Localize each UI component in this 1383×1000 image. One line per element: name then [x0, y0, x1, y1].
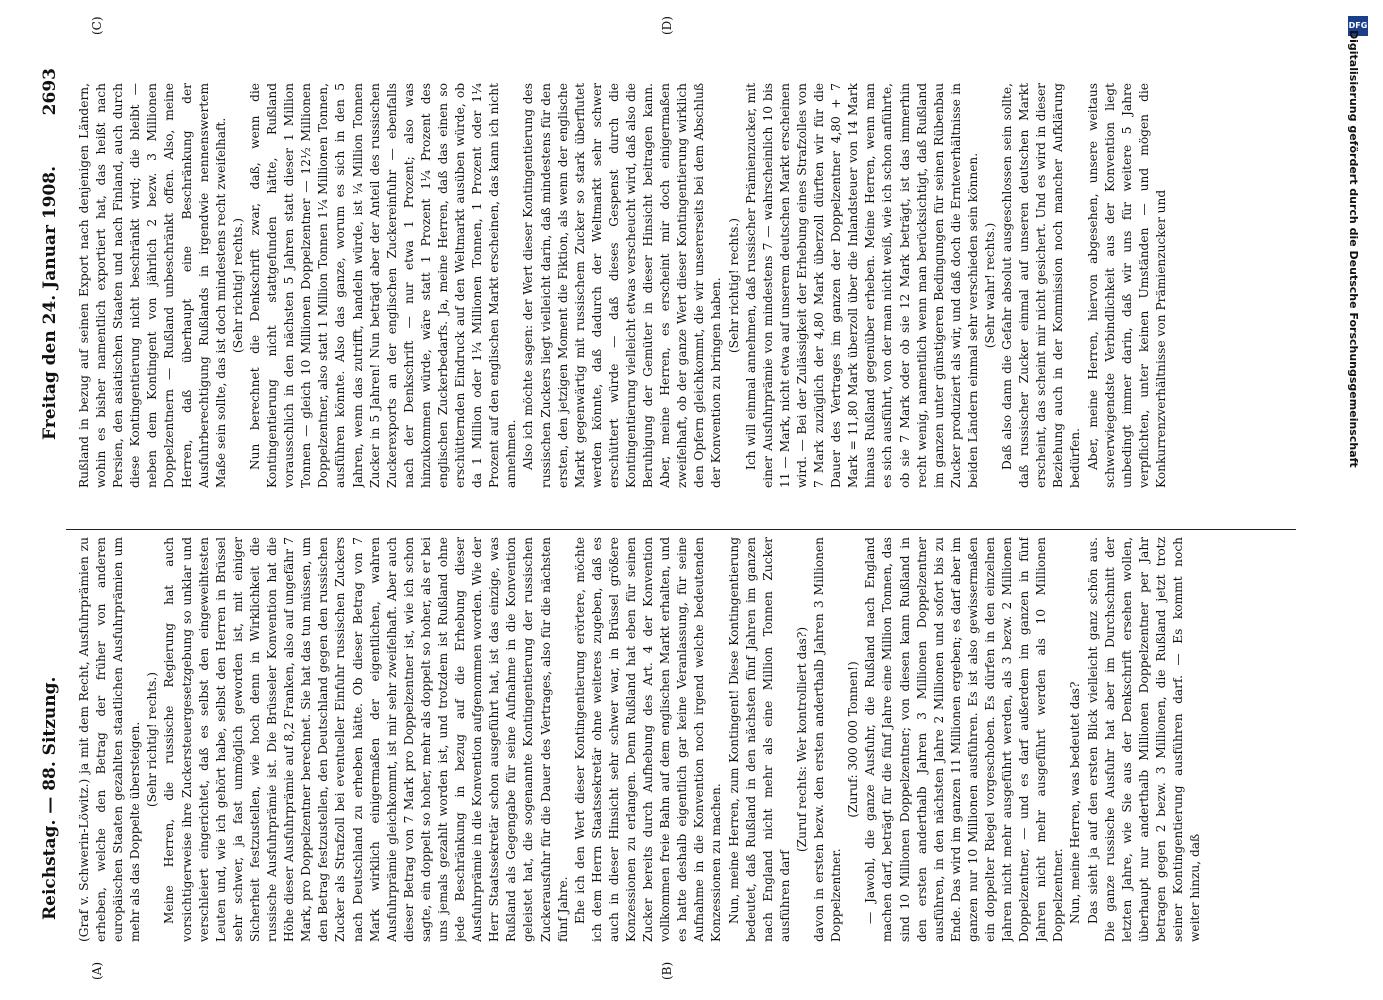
interjection: (Sehr wahr! rechts.) [982, 222, 997, 349]
paragraph: Also ich möchte sagen: der Wert dieser Kontingentierung des russischen Zuckers liegt vielleicht darin, daß mindestens für den ersten, den jetzigen Moment die Fiktion, als wenn der englische Markt gegenwärtig mit russischem Zucker so stark überflutet werden könnte, daß dadurch der Weltmarkt sehr schwer erschüttert würde — daß dieses Gespenst durch die Kontingentierung vielleicht etwas verscheucht wird, daß also die Beruhigung der Gemüter in dieser Hinsicht beitragen kann. Aber, meine Herren, es erscheint mir doch einigermaßen zweifelhaft, ob der ganze Wert dieser Kontingentierung wirklich den Opfern gleichkommt, die wir unsererseits bei dem Abschluß der Konvention zu bringen haben. [521, 83, 724, 488]
page-header [40, 40, 66, 960]
column-divider [66, 529, 1296, 530]
paragraph: Meine Herren, die russische Regierung hat auch vorsichtigerweise ihre Zuckersteuergesetzgebung so unklar und verschleiert eingerichtet, daß es selbst den eingeweihtesten Leuten und, wie ich gehört habe, selbst den Herren in Brüssel sehr schwer, ja fast unmöglich geworden ist, mit einiger Sicherheit festzustellen, wie hoch denn in Wirklichkeit die russische Ausfuhrprämie ist. Die Brüsseler Konvention hat die Höhe dieser Ausfuhrprämie auf 8,2 Franken, also auf ungefähr 7 Mark, pro Doppelzentner berechnet. Sie hat das tun müssen, um den Betrag festzustellen, den Deutschland gegen den russischen Zucker als Strafzoll bei eventueller Einfuhr russischen Zuckers nach Deutschland zu erheben hätte. Ob dieser Betrag von 7 Mark wirklich einigermaßen der eigentlichen, wahren Ausfuhrprämie gleichkommt, ist mir sehr zweifelhaft. Aber auch dieser Betrag von 7 Mark pro Doppelzentner ist, wie ich schon sagte, ein doppelt so hoher, mehr als doppelt so hoher, als er bei uns jemals gezahlt worden ist, und trotzdem ist Rußland ohne jede Beschränkung in bezug auf die Erhebung dieser Ausfuhrprämie in die Konvention aufgenommen worden. Wie der Herr Staatssekretär schon ausgeführt hat, ist das einzige, was Rußland als Gegengabe für seine Aufnahme in die Konvention geleistet hat, die sogenannte Kontingentierung der russischen Zuckerausfuhr für die Dauer des Vertrages, also für die nächsten fünf Jahre. [162, 537, 570, 942]
paragraph: Rußland in bezug auf seinen Export nach denjenigen Ländern, wohin es bisher namentlich exportiert hat, das heißt nach Persien, den asiatischen Staaten und nach Finland, auch durch diese Kontingentierung nicht beschränkt wird; die bleibt — neben dem Kontingent von jährlich 2 bezw. 3 Millionen Doppelzentnern — Rußland unbeschränkt offen. Also, meine Herren, daß überhaupt eine Beschränkung der Ausfuhrberechtigung Rußlands in irgendwie nennenswertem Maße sein sollte, das ist doch mindestens recht zweifelhaft. [77, 83, 228, 488]
margin-marker-d: (D) [660, 16, 674, 35]
paragraph: Nun, meine Herren, was bedeutet das? [1068, 681, 1083, 924]
paragraph: Nun, meine Herren, zum Kontingent! Diese Kontingentierung bedeutet, daß Rußland in den nächsten fünf Jahren im ganzen nach England nicht mehr als eine Million Tonnen Zucker ausführen darf [726, 537, 792, 942]
margin-marker-a: (A) [90, 961, 104, 980]
paragraph: Das sieht ja auf den ersten Blick vielleicht ganz schön aus. Die ganze russische Ausfuhr hat aber im Durchschnitt der letzten Jahre, wie Sie aus der Denkschrift ersehen wollen, überhaupt nur anderthalb Millionen Doppelzentner per Jahr betragen gegen 2 bezw. 3 Millionen, die Rußland jetzt trotz seiner Kontingentierung ausführen darf. — Es kommt noch weiter hinzu, daß [1085, 537, 1203, 942]
header-session: Reichstag. — 88. Sitzung. [40, 676, 60, 920]
interjection: (Sehr richtig! rechts.) [230, 217, 245, 354]
right-column [76, 83, 1296, 488]
margin-marker-b: (B) [660, 961, 674, 980]
paragraph: Daß also dann die Gefahr absolut ausgeschlossen sein sollte, daß russischer Zucker einmal auf unseren deutschen Markt erscheint, das scheint mir nicht gesichert. Und es wird in dieser Beziehung auch in der Kommission noch mancher Aufklärung bedürfen. [1000, 83, 1083, 488]
paragraph: — Jawohl, die ganze Ausfuhr, die Rußland nach England machen darf, beträgt für die fünf Jahre eine Million Tonnen, das sind 10 Millionen Doppelzentner; von diesen kann Rußland in den ersten anderthalb Jahren 3 Millionen Doppelzentner ausführen, in den nächsten Jahre 2 Millionen und sofort bis zu Ende. Das wird im ganzen 11 Millionen ergeben; es darf aber im ganzen nur 10 Millionen ausführen. Es ist also gewissermaßen ein doppelter Riegel vorgeschoben. Es dürfen in den einzelnen Jahren nicht mehr ausgeführt werden, als 3 bezw. 2 Millionen Doppelzentner, — und es darf außerdem im ganzen in fünf Jahren nicht mehr ausgeführt werden als 10 Millionen Doppelzentner. [863, 537, 1066, 942]
margin-marker-c: (C) [90, 16, 104, 35]
paragraph: Ehe ich den Wert dieser Kontingentierung erörtere, möchte ich dem Herrn Staatssekretär ohne weiteres zugeben, daß es auch in dieser Hinsicht sehr schwer war, in Brüssel größere Konzessionen zu erlangen. Denn Rußland hat eben für seinen Zucker bereits durch Aufhebung des Art. 4 der Konvention vollkommen freie Bahn auf dem englischen Markt erhalten, und es hatte deshalb eigentlich gar keine Veranlassung, für seine Aufnahme in die Konvention noch irgend welche bedeutenden Konzessionen zu machen. [572, 537, 724, 942]
paragraph: (Graf v. Schwerin-Löwitz.) ja mit dem Recht, Ausfuhrprämien zu erheben, welche den Betrag der früher von anderen europäischen Staaten gezahlten staatlichen Ausfuhrprämien um mehr als das Doppelte übersteigen. [77, 537, 143, 942]
interjection: (Zuruf: 300 000 Tonnen!) [846, 661, 861, 818]
header-date: Freitag den 24. Januar 1908. [40, 165, 60, 440]
header-page-number: 2693 [40, 68, 60, 116]
paragraph: Nun berechnet die Denkschrift zwar, daß, wenn die Kontingentierung nicht stattgefunden hätte, Rußland vorausschlich in den nächsten 5 Jahren statt dieser 1 Million Tonnen — gleich 10 Millionen Doppelzentner — 12½ Millionen Doppelzentner, also statt 1 Million Tonnen 1¼ Millionen Tonnen, ausführen könnte. Also das ganze, worum es sich in den 5 Jahren, wenn das zutrifft, handeln würde, ist ¼ Million Tonnen Zucker in 5 Jahren! Nun beträgt aber der Anteil des russischen Zuckerexports an der englischen Zuckereinfuhr — ebenfalls nach der Denkschrift — nur etwa 1 Prozent; also was hinzukommen würde, wäre statt 1 Prozent 1¼ Prozent des englischen Zuckerbedarfs. Ja, meine Herren, daß das einen so erschütternden Eindruck auf den Weltmarkt ausüben würde, ob da 1 Million oder 1¼ Millionen Tonnen, 1 Prozent oder 1¼ Prozent auf den englischen Markt erscheinen, das kann ich nicht annehmen. [247, 83, 519, 488]
left-column [76, 537, 1296, 942]
digitization-sidenote [1340, 10, 1380, 990]
paragraph: Ich will einmal annehmen, daß russischer Prämienzucker, mit einer Ausfuhrprämie von mindestens 7 — wahrscheinlich 10 bis 11 — Mark, nicht etwa auf unserem deutschen Markt erscheinen wird. — Bei der Zulässigkeit der Erhebung eines Strafzolles von 7 Mark zuzüglich der 4,80 Mark überzoll dürften wir für die Dauer des Vertrages im ganzen der Doppelzentner 4,80 + 7 Mark = 11,80 Mark überzoll über die Inlandsteuer von 14 Mark hinaus Rußland gegenüber erheben. Meine Herren, wenn man es sich ausführt, von der man nicht weiß, wie ich schon anführte, ob sie 7 Mark oder ob sie 12 Mark beträgt, ist das immerhin recht wenig, namentlich wenn man berücksichtigt, daß Rußland im ganzen unter günstigeren Bedingungen für seinen Rübenbau Zucker produziert als wir, und daß doch die Ernteverhältnisse in beiden Ländern einmal sehr verschieden sein können. [743, 83, 980, 488]
dfg-logo: DFG [1348, 16, 1368, 36]
paragraph: Aber, meine Herren, hiervon abgesehen, unsere weitaus schwerwiegendste Verbindlichkeit aus der Konvention liegt unbedingt immer darin, daß wir uns für weitere 5 Jahre verpflichten, unter keinen Umständen — und mögen die Konkurrenzverhältnisse von Prämienzucker und [1085, 83, 1168, 488]
digitization-credit: Digitalisierung gefördert durch die Deutsche Forschungsgemeinschaft [1347, 30, 1360, 468]
interjection: (Sehr richtig! rechts.) [726, 217, 741, 354]
paragraph: davon in ersten bezw. den ersten anderthalb Jahren 3 Millionen Doppelzentner. [812, 537, 844, 942]
interjection: (Zuruf rechts: Wer kontrolliert das?) [794, 626, 809, 853]
interjection: (Sehr richtig! rechts.) [145, 671, 160, 808]
